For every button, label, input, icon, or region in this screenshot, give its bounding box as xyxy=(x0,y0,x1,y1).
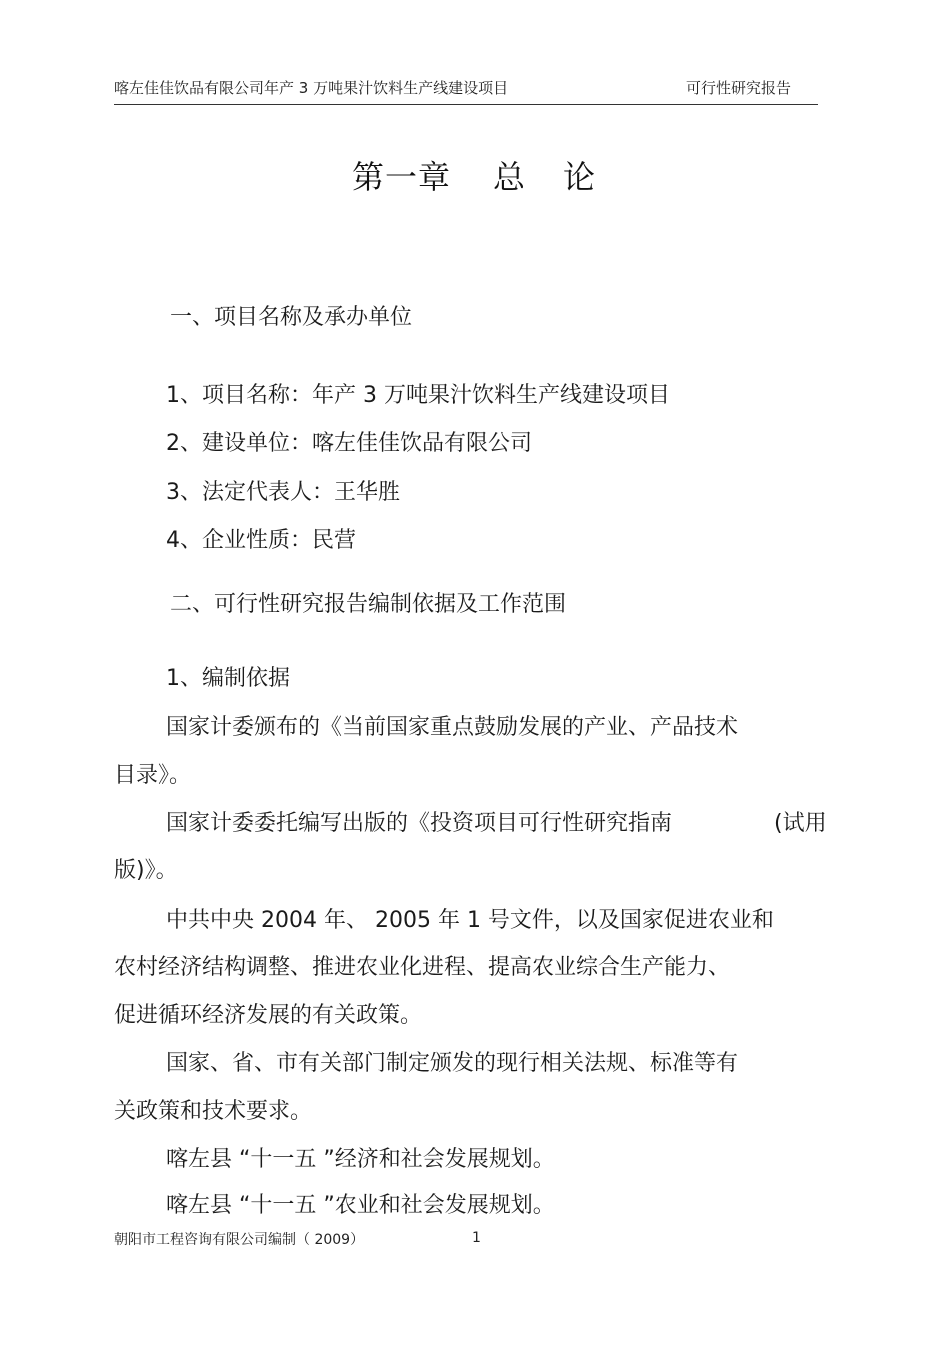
header-divider xyxy=(114,104,818,105)
paragraph-line: 国家计委颁布的《当前国家重点鼓励发展的产业、产品技术 xyxy=(166,715,739,740)
sub-heading-basis: 1、编制依据 xyxy=(166,666,290,691)
footer-page-number: 1 xyxy=(472,1230,481,1246)
paragraph-line: 关政策和技术要求。 xyxy=(114,1099,313,1124)
chapter-title-char-1: 总 xyxy=(493,158,527,196)
chapter-label: 第一章 xyxy=(352,158,452,196)
paragraph-line: 农村经济结构调整、推进农业化进程、提高农业综合生产能力、 xyxy=(114,955,731,980)
paragraph-line: 版)》。 xyxy=(114,858,178,883)
item-enterprise-nature: 4、企业性质：民营 xyxy=(166,528,356,553)
item-legal-representative: 3、法定代表人：王华胜 xyxy=(166,480,400,505)
paragraph-line: 喀左县 “十一五 ”农业和社会发展规划。 xyxy=(166,1193,555,1218)
footer-compiler: 朝阳市工程咨询有限公司编制（ 2009） xyxy=(114,1232,365,1248)
header-report-type: 可行性研究报告 xyxy=(686,79,792,97)
paragraph-line: 喀左县 “十一五 ”经济和社会发展规划。 xyxy=(166,1147,555,1172)
paragraph-line: (试用 xyxy=(774,811,827,836)
paragraph-line: 促进循环经济发展的有关政策。 xyxy=(114,1003,423,1028)
item-construction-unit: 2、建设单位：喀左佳佳饮品有限公司 xyxy=(166,431,532,456)
paragraph-line: 国家计委委托编写出版的《投资项目可行性研究指南 xyxy=(166,811,673,836)
header-project-title: 喀左佳佳饮品有限公司年产 3 万吨果汁饮料生产线建设项目 xyxy=(114,79,509,97)
section-heading-basis-scope: 二、可行性研究报告编制依据及工作范围 xyxy=(170,592,567,617)
section-heading-project-name: 一、项目名称及承办单位 xyxy=(170,305,413,330)
paragraph-line: 目录》。 xyxy=(114,763,192,788)
item-project-name: 1、项目名称：年产 3 万吨果汁饮料生产线建设项目 xyxy=(166,383,670,408)
paragraph-line: 国家、省、市有关部门制定颁发的现行相关法规、标准等有 xyxy=(166,1051,739,1076)
chapter-title-char-2: 论 xyxy=(563,158,597,196)
paragraph-line: 中共中央 2004 年、 2005 年 1 号文件，以及国家促进农业和 xyxy=(166,908,774,933)
